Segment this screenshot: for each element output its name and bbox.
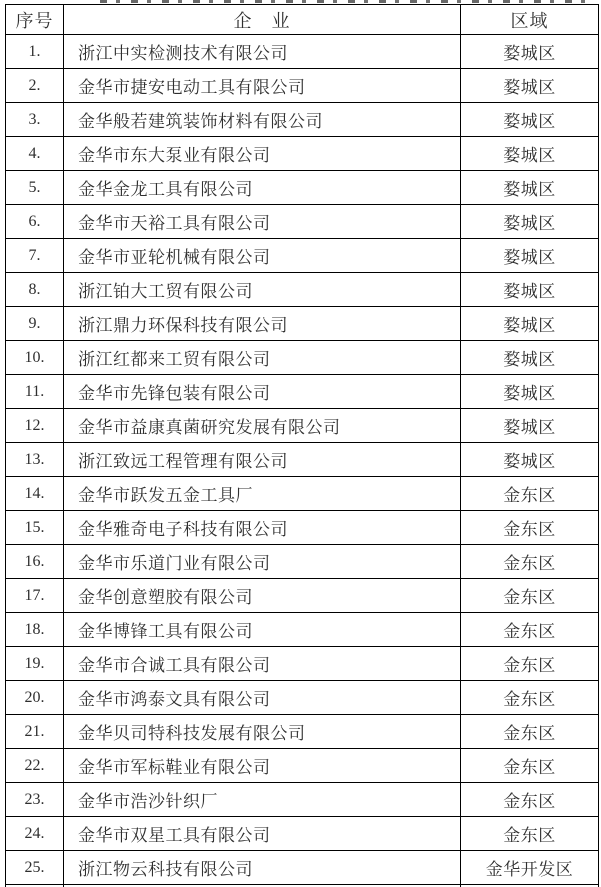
table-row	[6, 715, 599, 749]
cell-company: 金华博锋工具有限公司	[64, 613, 461, 647]
cell-region: 婺城区	[461, 103, 599, 137]
cell-region: 金东区	[461, 545, 599, 579]
cell-company: 金华市益康真菌研究发展有限公司	[64, 409, 461, 443]
cell-company: 金华市亚轮机械有限公司	[64, 239, 461, 273]
table-row	[6, 749, 599, 783]
cell-company: 金华般若建筑装饰材料有限公司	[64, 103, 461, 137]
cell-company: 金华市天裕工具有限公司	[64, 205, 461, 239]
table-row	[6, 239, 599, 273]
table-header	[6, 5, 599, 35]
cell-region: 金东区	[461, 783, 599, 817]
column-header-index: 序号	[6, 5, 64, 35]
cell-index: 2.	[6, 69, 64, 103]
cell-index: 21.	[6, 715, 64, 749]
cell-index: 4.	[6, 137, 64, 171]
table-row	[6, 409, 599, 443]
cell-company: 金华市乐道门业有限公司	[64, 545, 461, 579]
table-row	[6, 817, 599, 851]
header-row	[6, 5, 599, 35]
table-row	[6, 579, 599, 613]
cell-region: 婺城区	[461, 273, 599, 307]
cell-company: 金华市合诚工具有限公司	[64, 647, 461, 681]
cell-company: 金华市鸿泰文具有限公司	[64, 681, 461, 715]
cell-region: 婺城区	[461, 137, 599, 171]
cell-index: 8.	[6, 273, 64, 307]
cell-company: 金华市东大泵业有限公司	[64, 137, 461, 171]
cell-region: 婺城区	[461, 69, 599, 103]
cell-company: 金华贝司特科技发展有限公司	[64, 715, 461, 749]
cell-index: 10.	[6, 341, 64, 375]
cell-company: 金华市跃发五金工具厂	[64, 477, 461, 511]
cell-index: 25.	[6, 851, 64, 885]
table-row	[6, 477, 599, 511]
cell-index: 3.	[6, 103, 64, 137]
cell-index: 19.	[6, 647, 64, 681]
cell-company: 浙江中实检测技术有限公司	[64, 35, 461, 69]
cell-company: 金华金龙工具有限公司	[64, 171, 461, 205]
table-body	[6, 35, 599, 887]
table-row	[6, 69, 599, 103]
cell-region: 婺城区	[461, 409, 599, 443]
cropped-text-artifact	[100, 0, 588, 3]
cell-region: 婺城区	[461, 171, 599, 205]
table-row	[6, 103, 599, 137]
table-row	[6, 545, 599, 579]
cell-index: 17.	[6, 579, 64, 613]
cell-region: 金东区	[461, 477, 599, 511]
cell-company: 浙江致远工程管理有限公司	[64, 443, 461, 477]
table-row	[6, 613, 599, 647]
table-row	[6, 647, 599, 681]
cell-company: 浙江鼎力环保科技有限公司	[64, 307, 461, 341]
table-row	[6, 137, 599, 171]
cell-index: 6.	[6, 205, 64, 239]
cell-region: 金东区	[461, 749, 599, 783]
cell-company: 金华雅奇电子科技有限公司	[64, 511, 461, 545]
table-row	[6, 307, 599, 341]
cell-region: 金东区	[461, 647, 599, 681]
cell-company: 金华市双星工具有限公司	[64, 817, 461, 851]
table-row	[6, 341, 599, 375]
cell-region: 婺城区	[461, 375, 599, 409]
cell-region: 金东区	[461, 715, 599, 749]
cell-region: 金东区	[461, 613, 599, 647]
cell-index: 9.	[6, 307, 64, 341]
cell-region: 金东区	[461, 511, 599, 545]
table-row	[6, 511, 599, 545]
column-header-company: 企 业	[64, 5, 461, 35]
table-row	[6, 851, 599, 885]
cell-region: 金东区	[461, 579, 599, 613]
cell-company: 金华市军标鞋业有限公司	[64, 749, 461, 783]
cell-index: 18.	[6, 613, 64, 647]
cell-company: 金华市浩沙针织厂	[64, 783, 461, 817]
table-row	[6, 35, 599, 69]
cell-index: 13.	[6, 443, 64, 477]
cell-index: 23.	[6, 783, 64, 817]
cell-region: 婺城区	[461, 341, 599, 375]
cell-region: 金东区	[461, 817, 599, 851]
cell-index: 1.	[6, 35, 64, 69]
cell-region: 婺城区	[461, 205, 599, 239]
enterprise-table	[5, 4, 599, 887]
table-row	[6, 273, 599, 307]
cell-company: 浙江红都来工贸有限公司	[64, 341, 461, 375]
table-row	[6, 443, 599, 477]
cell-index: 11.	[6, 375, 64, 409]
cell-index: 22.	[6, 749, 64, 783]
cell-company: 金华市捷安电动工具有限公司	[64, 69, 461, 103]
cell-region: 婺城区	[461, 443, 599, 477]
cell-index: 5.	[6, 171, 64, 205]
cell-index: 7.	[6, 239, 64, 273]
cell-index: 15.	[6, 511, 64, 545]
cell-index: 12.	[6, 409, 64, 443]
table-row	[6, 681, 599, 715]
cell-region: 金华开发区	[461, 851, 599, 885]
cell-index: 24.	[6, 817, 64, 851]
table-row	[6, 375, 599, 409]
cell-region: 婺城区	[461, 239, 599, 273]
table-row	[6, 783, 599, 817]
cell-index: 14.	[6, 477, 64, 511]
cell-index: 20.	[6, 681, 64, 715]
cell-company: 金华创意塑胶有限公司	[64, 579, 461, 613]
cell-company: 浙江铂大工贸有限公司	[64, 273, 461, 307]
column-header-region: 区域	[461, 5, 599, 35]
table-row	[6, 171, 599, 205]
cell-index: 16.	[6, 545, 64, 579]
table-row	[6, 205, 599, 239]
cell-company: 浙江物云科技有限公司	[64, 851, 461, 885]
cell-company: 金华市先锋包装有限公司	[64, 375, 461, 409]
cell-region: 金东区	[461, 681, 599, 715]
cell-region: 婺城区	[461, 307, 599, 341]
cell-region: 婺城区	[461, 35, 599, 69]
